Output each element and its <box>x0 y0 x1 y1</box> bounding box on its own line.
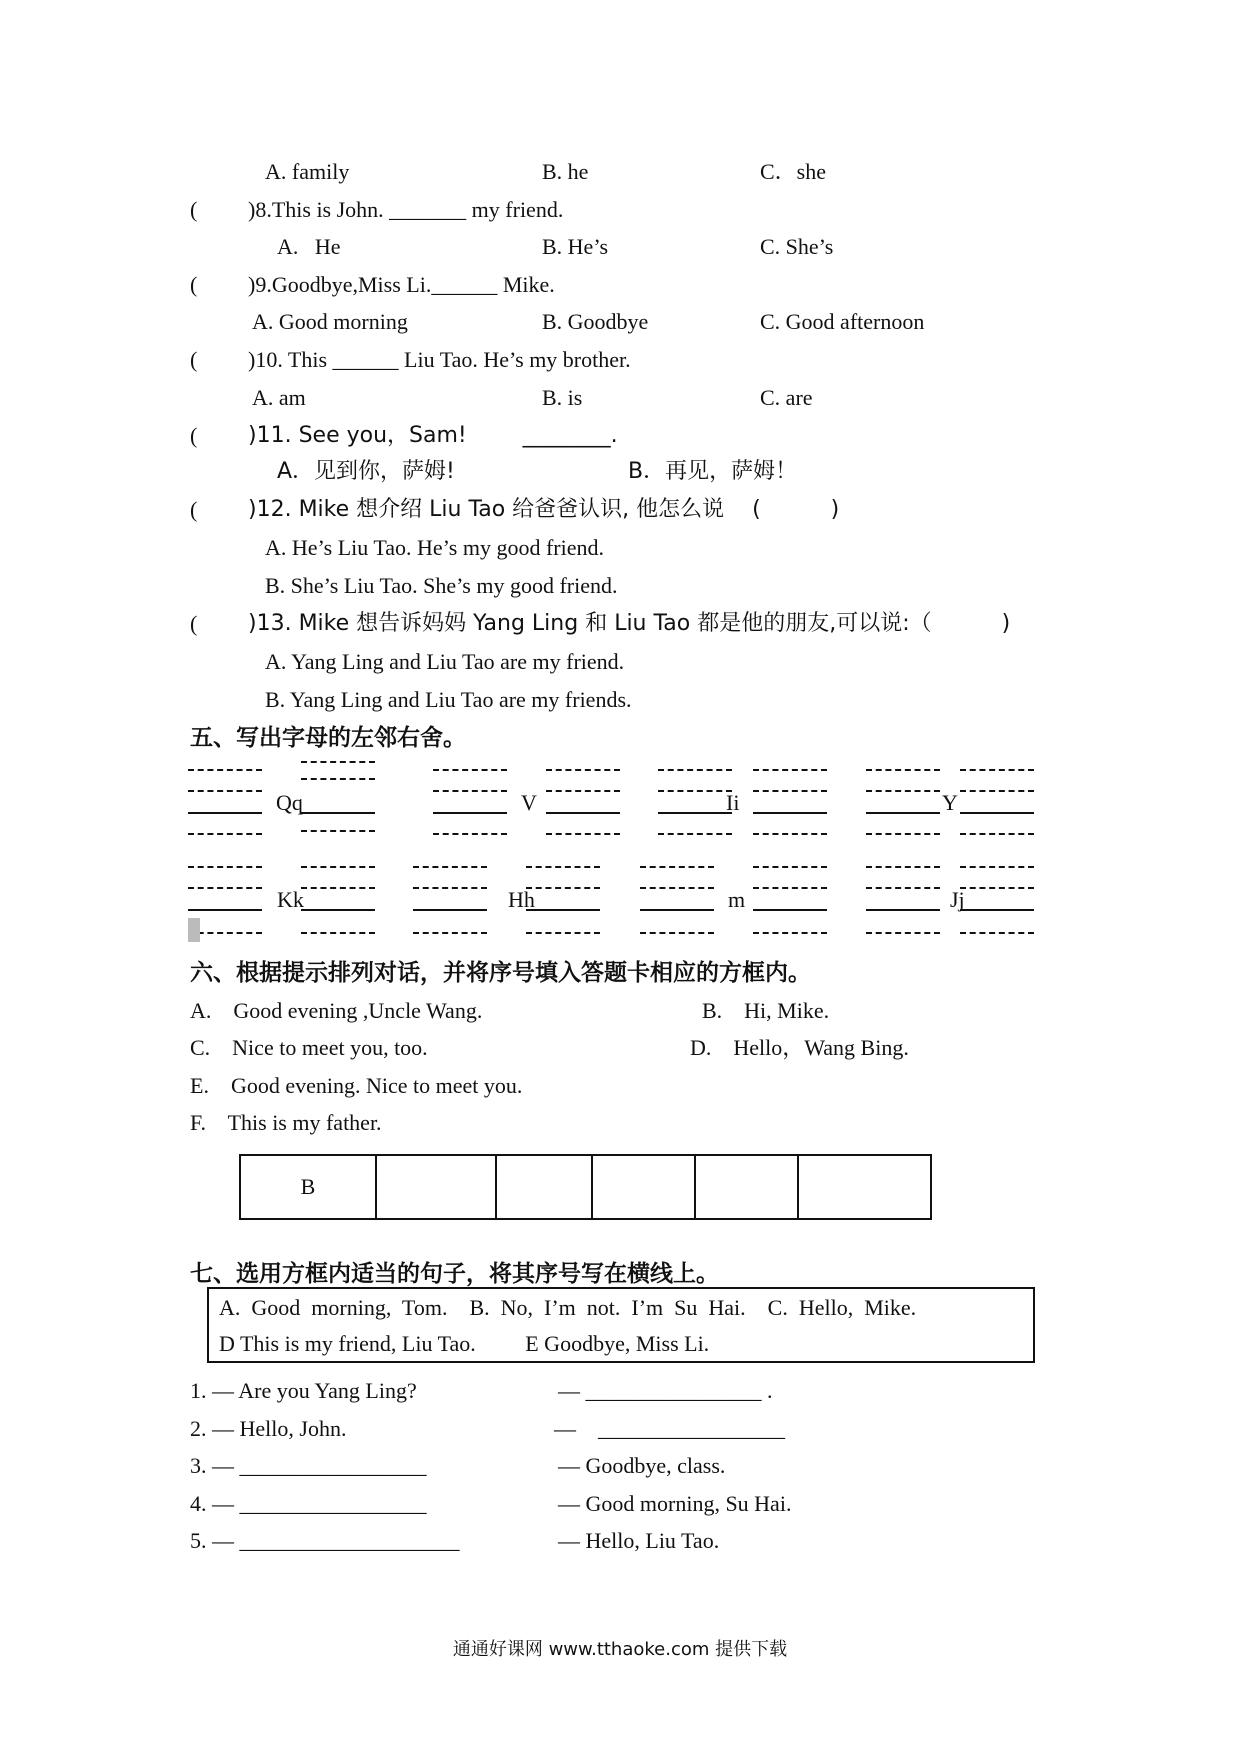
guide-line <box>960 887 1034 889</box>
guide-line <box>866 769 940 771</box>
guide-line <box>960 769 1034 771</box>
q10-paren: ( <box>190 347 198 372</box>
q13-stem: )13. Mike 想告诉妈妈 Yang Ling 和 Liu Tao 都是他的朋友,可以说:（ ) <box>248 611 1011 636</box>
guide-line <box>546 790 620 792</box>
dialog-item-right: — Hello, Liu Tao. <box>558 1528 720 1553</box>
q13-paren: ( <box>190 611 198 636</box>
given-letter: Qq <box>276 790 303 815</box>
guide-line <box>753 833 827 835</box>
guide-line <box>301 778 375 780</box>
guide-line <box>866 932 940 934</box>
guide-line <box>526 887 600 889</box>
guide-line <box>301 761 375 763</box>
dialog-option-d: D. Hello，Wang Bing. <box>690 1035 909 1060</box>
guide-line <box>433 769 507 771</box>
guide-line <box>413 932 487 934</box>
answer-cell[interactable]: B <box>240 1155 376 1219</box>
q10-option-c: C. are <box>760 385 813 410</box>
q9-option-c: C. Good afternoon <box>760 309 925 334</box>
given-letter: Ii <box>726 790 740 815</box>
dialog-item-right[interactable]: — _________________ <box>554 1416 785 1441</box>
dialog-item-left[interactable]: 4. — _________________ <box>190 1491 427 1516</box>
q11-paren: ( <box>190 423 198 448</box>
guide-line <box>866 790 940 792</box>
guide-line <box>960 790 1034 792</box>
guide-line <box>188 833 262 835</box>
answer-line[interactable] <box>640 909 714 911</box>
q11-stem: )11. See you，Sam! ________. <box>248 423 618 448</box>
part5-heading: 五、写出字母的左邻右舍。 <box>190 725 466 751</box>
q9-stem: )9.Goodbye,Miss Li.______ Mike. <box>248 272 555 297</box>
answer-card <box>239 1154 932 1220</box>
guide-line <box>640 932 714 934</box>
guide-line <box>433 833 507 835</box>
answer-cell[interactable] <box>798 1155 931 1219</box>
answer-line[interactable] <box>188 909 262 911</box>
guide-line <box>658 833 732 835</box>
q12-stem: )12. Mike 想介绍 Liu Tao 给爸爸认识, 他怎么说 ( ) <box>248 497 840 522</box>
guide-line <box>301 932 375 934</box>
given-letter: Jj <box>950 887 965 912</box>
footer-source: 通通好课网 www.tthaoke.com 提供下载 <box>452 1639 788 1660</box>
guide-line <box>753 887 827 889</box>
q7-option-a: A. family <box>265 159 350 184</box>
answer-line[interactable] <box>433 812 507 814</box>
answer-cell[interactable] <box>695 1155 798 1219</box>
dialog-option-a: A. Good evening ,Uncle Wang. <box>190 998 483 1023</box>
guide-line <box>960 866 1034 868</box>
q8-paren: ( <box>190 197 198 222</box>
given-letter: m <box>728 887 746 912</box>
answer-line[interactable] <box>546 812 620 814</box>
guide-line <box>413 866 487 868</box>
sentence-box <box>207 1287 1035 1363</box>
guide-line <box>188 790 262 792</box>
given-letter: Kk <box>277 887 304 912</box>
guide-line <box>640 887 714 889</box>
guide-line <box>188 887 262 889</box>
answer-cell[interactable] <box>496 1155 592 1219</box>
part6-heading: 六、根据提示排列对话，并将序号填入答题卡相应的方框内。 <box>190 960 811 986</box>
answer-line[interactable] <box>413 909 487 911</box>
dialog-option-b: B. Hi, Mike. <box>702 998 830 1023</box>
q12-paren: ( <box>190 497 198 522</box>
given-letter: Y <box>942 790 958 815</box>
q9-option-a: A. Good morning <box>252 309 408 334</box>
answer-line[interactable] <box>866 812 940 814</box>
q11-option-a: A．见到你，萨姆! <box>277 459 455 484</box>
answer-line[interactable] <box>960 909 1034 911</box>
given-letter: V <box>521 790 537 815</box>
q13-option-b: B. Yang Ling and Liu Tao are my friends. <box>265 687 632 712</box>
guide-line <box>960 833 1034 835</box>
dialog-option-c: C. Nice to meet you, too. <box>190 1035 428 1060</box>
answer-line[interactable] <box>526 909 600 911</box>
dialog-item-left: 2. — Hello, John. <box>190 1416 347 1441</box>
dialog-option-f: F. This is my father. <box>190 1110 382 1135</box>
q12-option-a: A. He’s Liu Tao. He’s my good friend. <box>265 535 605 560</box>
q10-stem: )10. This ______ Liu Tao. He’s my brother. <box>248 347 631 372</box>
guide-line <box>753 932 827 934</box>
dialog-item-right: — Good morning, Su Hai. <box>558 1491 792 1516</box>
guide-line <box>753 790 827 792</box>
answer-line[interactable] <box>753 812 827 814</box>
q10-option-a: A. am <box>252 385 306 410</box>
sentence-box-line: A. Good morning, Tom. B. No, I’m not. I’m Su Hai. C. Hello, Mike. <box>219 1295 917 1320</box>
q8-option-b: B. He’s <box>542 234 608 259</box>
q13-option-a: A. Yang Ling and Liu Tao are my friend. <box>265 649 625 674</box>
answer-line[interactable] <box>960 812 1034 814</box>
guide-line <box>658 790 732 792</box>
guide-line <box>658 769 732 771</box>
q9-paren: ( <box>190 272 198 297</box>
guide-line <box>866 887 940 889</box>
guide-line <box>301 830 375 832</box>
guide-line <box>753 866 827 868</box>
q12-option-b: B. She’s Liu Tao. She’s my good friend. <box>265 573 618 598</box>
guide-line <box>526 866 600 868</box>
sentence-box-line: D This is my friend, Liu Tao. E Goodbye, Miss Li. <box>219 1331 710 1356</box>
q11-option-b: B．再见，萨姆！ <box>628 459 798 484</box>
dialog-option-e: E. Good evening. Nice to meet you. <box>190 1073 523 1098</box>
scan-mark <box>188 918 200 942</box>
guide-line <box>188 769 262 771</box>
given-letter: Hh <box>508 887 535 912</box>
q8-stem: )8.This is John. _______ my friend. <box>248 197 564 222</box>
guide-line <box>188 866 262 868</box>
q9-option-b: B. Goodbye <box>542 309 649 334</box>
guide-line <box>546 769 620 771</box>
answer-line[interactable] <box>188 812 262 814</box>
guide-line <box>640 866 714 868</box>
guide-line <box>960 932 1034 934</box>
q7-option-c: C．she <box>760 159 827 184</box>
answer-cell[interactable] <box>592 1155 695 1219</box>
guide-line <box>433 790 507 792</box>
dialog-item-right[interactable]: — ________________ . <box>558 1378 773 1403</box>
answer-line[interactable] <box>301 812 375 814</box>
guide-line <box>866 833 940 835</box>
dialog-item-left[interactable]: 3. — _________________ <box>190 1453 427 1478</box>
guide-line <box>526 932 600 934</box>
dialog-item-right: — Goodbye, class. <box>558 1453 726 1478</box>
dialog-item-left[interactable]: 5. — ____________________ <box>190 1528 460 1553</box>
q8-option-a: A. He <box>277 234 341 259</box>
guide-line <box>866 866 940 868</box>
answer-line[interactable] <box>866 909 940 911</box>
answer-line[interactable] <box>301 909 375 911</box>
guide-line <box>301 866 375 868</box>
guide-line <box>546 833 620 835</box>
q8-option-c: C. She’s <box>760 234 834 259</box>
guide-line <box>301 887 375 889</box>
guide-line <box>753 769 827 771</box>
q7-option-b: B. he <box>542 159 589 184</box>
part7-heading: 七、选用方框内适当的句子，将其序号写在横线上。 <box>190 1261 719 1287</box>
answer-line[interactable] <box>753 909 827 911</box>
guide-line <box>413 887 487 889</box>
dialog-item-left: 1. — Are you Yang Ling? <box>190 1378 417 1403</box>
answer-cell[interactable] <box>376 1155 496 1219</box>
answer-line[interactable] <box>658 812 732 814</box>
q10-option-b: B. is <box>542 385 583 410</box>
